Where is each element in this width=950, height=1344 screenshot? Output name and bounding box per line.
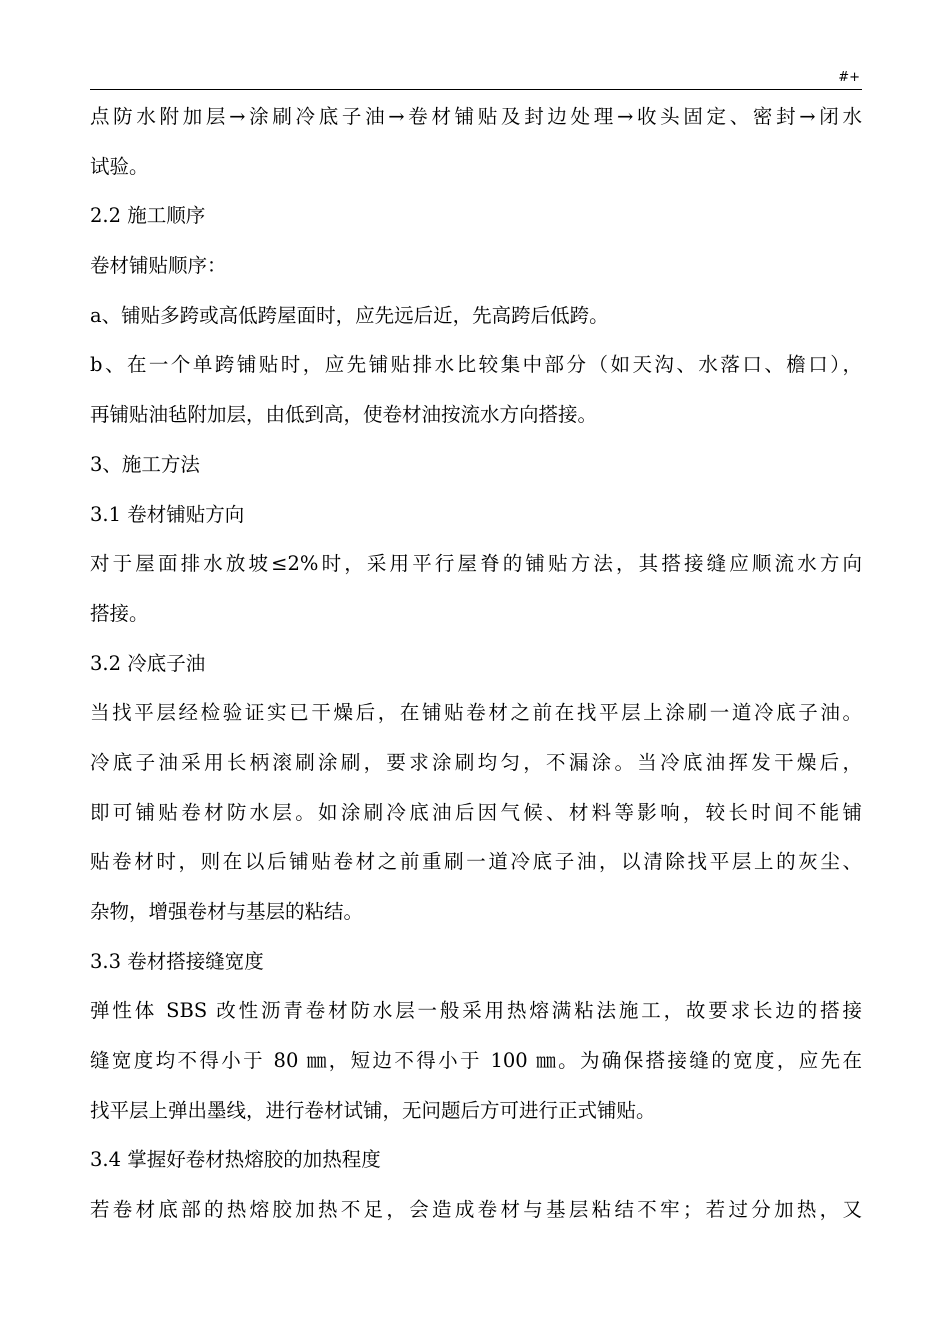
text-line: 3.4 掌握好卷材热熔胶的加热程度 bbox=[90, 1148, 381, 1172]
text-line: 杂物，增强卷材与基层的粘结。 bbox=[90, 900, 364, 923]
text-line: 即可铺贴卷材防水层。如涂刷冷底油后因气候、材料等影响，较长时间不能铺 bbox=[90, 800, 862, 824]
text-line: 点防水附加层→涂刷冷底子油→卷材铺贴及封边处理→收头固定、密封→闭水 bbox=[90, 105, 862, 128]
text-line: 3.1 卷材铺贴方向 bbox=[90, 502, 245, 526]
text-line: 弹性体 SBS 改性沥青卷材防水层一般采用热熔满粘法施工，故要求长边的搭接 bbox=[90, 999, 862, 1023]
text-line: 3.3 卷材搭接缝宽度 bbox=[90, 949, 264, 973]
header-rule bbox=[90, 89, 862, 90]
text-line: 缝宽度均不得小于 80 ㎜，短边不得小于 100 ㎜。为确保搭接缝的宽度，应先在 bbox=[90, 1049, 862, 1073]
text-line: 卷材铺贴顺序： bbox=[90, 254, 227, 278]
text-line: 试验。 bbox=[90, 154, 149, 178]
text-line: 搭接。 bbox=[90, 601, 149, 625]
text-line: 3.2 冷底子油 bbox=[90, 651, 206, 675]
text-line: 找平层上弹出墨线，进行卷材试铺，无问题后方可进行正式铺贴。 bbox=[90, 1098, 656, 1122]
page-header-mark: #+ bbox=[838, 70, 860, 85]
text-line: 2.2 施工顺序 bbox=[90, 204, 206, 228]
text-line: 对于屋面排水放坡≤2%时，采用平行屋脊的铺贴方法，其搭接缝应顺流水方向 bbox=[90, 552, 862, 576]
document-body bbox=[90, 92, 862, 1235]
text-line: 若卷材底部的热熔胶加热不足，会造成卷材与基层粘结不牢；若过分加热，又 bbox=[90, 1198, 862, 1222]
text-line: a、铺贴多跨或高低跨屋面时，应先远后近，先高跨后低跨。 bbox=[90, 303, 609, 327]
text-line: b、在一个单跨铺贴时，应先铺贴排水比较集中部分（如天沟、水落口、檐口）， bbox=[90, 353, 862, 377]
text-line: 当找平层经检验证实已干燥后，在铺贴卷材之前在找平层上涂刷一道冷底子油。 bbox=[90, 701, 862, 725]
text-line: 3、施工方法 bbox=[90, 452, 200, 476]
text-line: 贴卷材时，则在以后铺贴卷材之前重刷一道冷底子油，以清除找平层上的灰尘、 bbox=[90, 850, 862, 874]
text-line: 冷底子油采用长柄滚刷涂刷，要求涂刷均匀，不漏涂。当冷底油挥发干燥后， bbox=[90, 750, 862, 774]
text-line: 再铺贴油毡附加层，由低到高，使卷材油按流水方向搭接。 bbox=[90, 403, 598, 427]
